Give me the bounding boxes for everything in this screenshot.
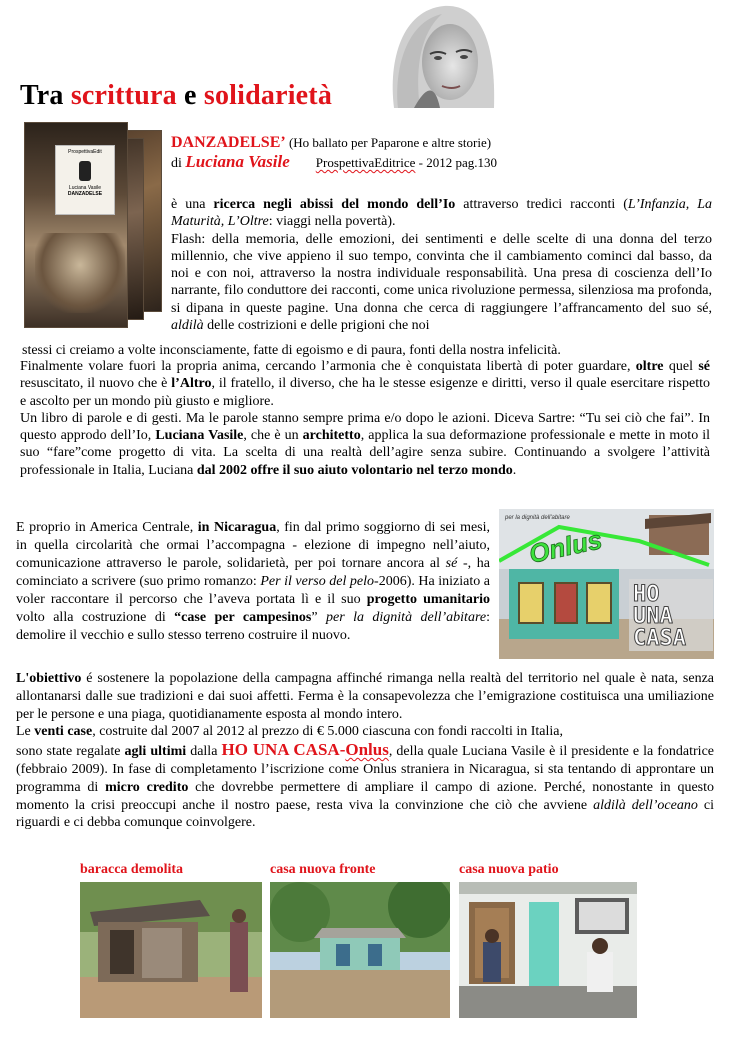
onlus-sign-line-1: HO <box>633 582 660 607</box>
intro-continuation: stessi ci creiamo a volte inconsciamente, fatte di egoismo e di paura, fonti della nostra infelicità. <box>22 343 561 358</box>
onlus-word: Onlus <box>526 524 605 569</box>
nicaragua-paragraph: E proprio in America Centrale, in Nicaragua, fin dal primo soggiorno di sei mesi, in quella circolarità che ormai l’accompagna - elezione di impegno nell’aiuto, comunicazione attraverso le parole, solidarietà, per poi tornare ancora al sé -, ha cominciato a scrivere (suo primo romanzo: Per il verso del pelo-2006). Ha iniziato a voler raccontare il percorso che l’aveva portata lì e il suo progetto umanitario volto alla costruzione di “case per campesinos” per la dignità dell’abitare: demolire il vecchio e sullo stesso terreno costruire il nuovo. <box>16 520 491 643</box>
photo-caption-3: casa nuova patio <box>459 862 559 877</box>
book-author: Luciana Vasile <box>185 152 290 171</box>
ho-una-casa-onlus-image <box>499 509 714 659</box>
onlus-sign-line-3: CASA <box>633 626 686 651</box>
page-title: Tra scrittura e solidarietà <box>20 80 333 111</box>
photo-new-house-patio <box>459 882 637 1018</box>
photo-demolished-shack <box>80 882 262 1018</box>
photo-new-house-front <box>270 882 450 1018</box>
author-portrait <box>384 0 498 108</box>
book-cover-title: DANZADELSE <box>67 191 103 197</box>
book-subtitle: (Ho ballato per Paparone e altre storie) <box>285 135 492 150</box>
photo-caption-2: casa nuova fronte <box>270 862 376 877</box>
body-paragraph-2: L'obiettivo é sostenere la popolazione della campagna affinché rimanga nella realtà del territorio nel quale è nata, senza allontanarsi dalle sue tradizioni e dai suoi affetti. Ferma è la consapevolezza che l’emigrazione costituisca una umiliazione per le persone e una piaga, quotidianamente esposta al mondo intero. Le venti case, costruite dal 2007 al 2012 al prezzo di € 5.000 ciascuna con fondi raccolti in Italia, sono state regalate agli ultimi dalla HO UNA CASA-Onlus, della quale Luciana Vasile è il presidente e la fondatrice (febbraio 2009). In fase di completamento l’iscrizione come Onlus straniera in Nicaragua, si sta tentando di approntare un programma di micro credito che dovrebbe permettere di ampliare il campo di azione. Perché, nonostante in questo momento la crisi preoccupi anche il nostro paese, resta viva la convinzione che ciò che avviene aldilà dell’oceano ci riguardi e ci debba comunque coinvolgere. <box>16 671 715 831</box>
onlus-name: HO UNA CASA <box>221 740 340 760</box>
onlus-small-text: per la dignità dell'abitare <box>505 515 570 521</box>
book-cover-publisher: ProspettivaEdit <box>68 149 102 155</box>
book-header: DANZADELSE’ (Ho ballato per Paparone e altre storie) di Luciana Vasile ProspettivaEditrice - 2012 pag.130 <box>171 134 498 171</box>
body-paragraph-1: Finalmente volare fuori la propria anima, cercando l’armonia che è conquistata libertà di poter guardare, oltre quel sé resuscitato, il nuovo che è l’Altro, il fratello, il diverso, che ha le stesse esigenze e diritti, verso il quale esercitare rispetto e ascolto per un mondo più giusto e migliore. Un libro di parole e di gesti. Ma le parole stanno sempre prima e/o dopo le azioni. Diceva Sartre: “Tu sei ciò che fai”. In questo approdo dell’Io, Luciana Vasile, che è un architetto, applica la sua deformazione professionale e mette in moto il suo “fare”come progetto di vita. La scelta di una realtà dell’agire senza subire. Continuando a svolgere l’attività professionale in Italia, Luciana dal 2002 offre il suo aiuto volontario nel terzo mondo. <box>20 359 711 478</box>
photo-caption-1: baracca demolita <box>80 862 184 877</box>
onlus-sign-line-2: UNA <box>633 604 673 629</box>
book-cover-author: Luciana Vasile <box>68 185 102 191</box>
book-publisher: ProspettivaEditrice <box>315 155 416 170</box>
book-cover-image <box>24 122 164 332</box>
intro-paragraph: è una ricerca negli abissi del mondo dell’Io attraverso tredici racconti (L’Infanzia, La Maturità, L’Oltre: viaggi nella povertà). Flash: della memoria, delle emozioni, dei sentimenti e delle scelte di una donna del terzo millennio, che vive appieno il suo tempo, convinta che il cambiamento cominci dal basso, da noi e con noi, attraverso la nostra individuale responsabilità. Una presa di coscienza dell’Io narrante, filo conduttore dei racconti, come unica rivoluzione permessa, silenziosa ma profonda, si dipana in queste pagine. Una donna che cerca di raggiungere l’affrancamento del suo sé, aldilà delle costrizioni e delle prigioni che noi <box>171 197 712 334</box>
book-title: DANZADELSE’ <box>171 134 286 151</box>
